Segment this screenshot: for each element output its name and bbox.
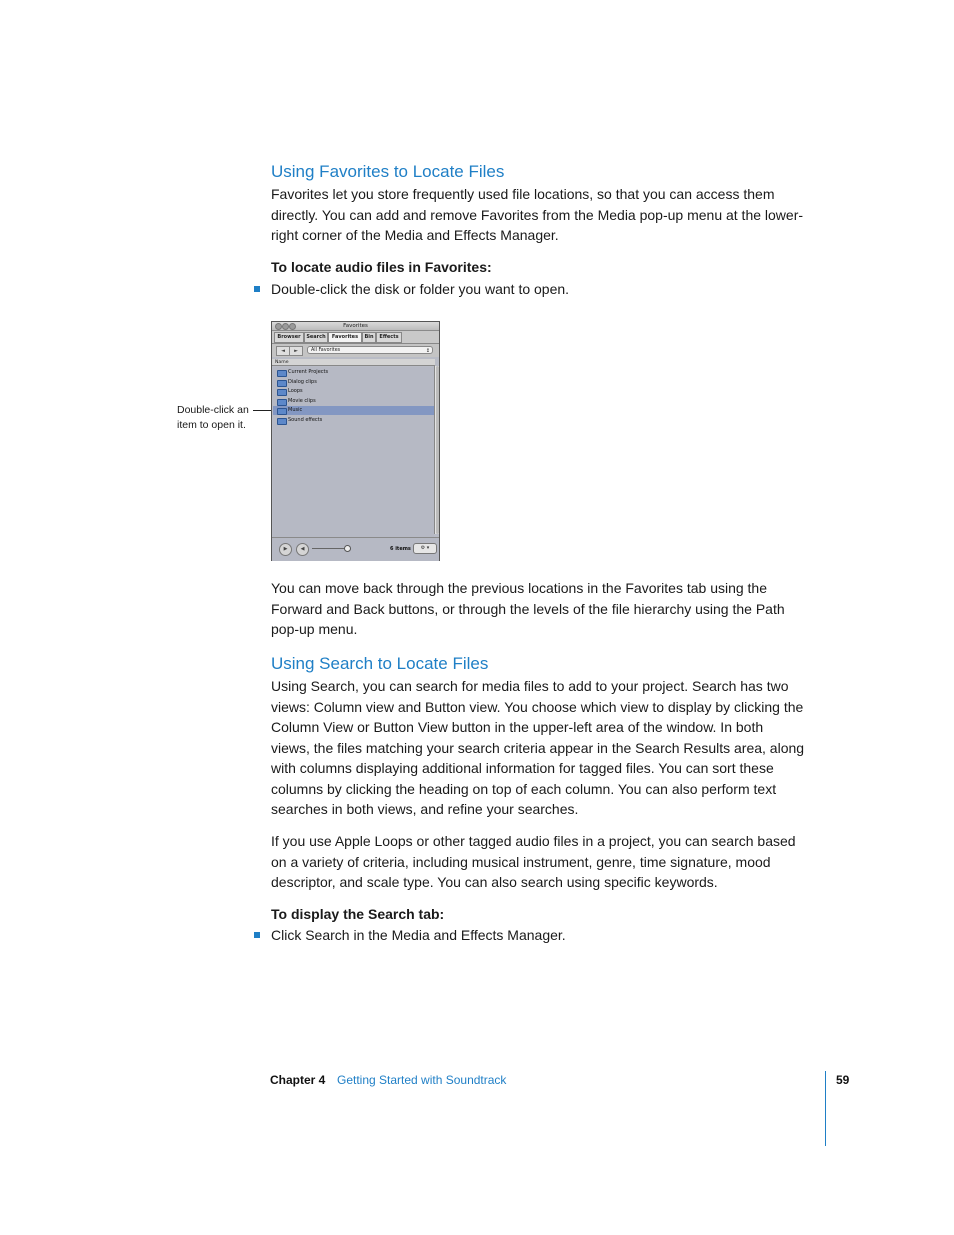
favorites-paragraph xyxy=(271,184,803,246)
list-item-label: Dialog clips xyxy=(288,378,317,385)
footer-divider xyxy=(825,1071,826,1146)
play-icon[interactable]: ▶ xyxy=(279,543,292,556)
list-item[interactable] xyxy=(273,387,434,396)
window-title: Favorites xyxy=(343,323,368,329)
section-heading-favorites: Using Favorites to Locate Files xyxy=(271,162,505,181)
list-item-label: Current Projects xyxy=(288,369,329,375)
forward-arrow-icon[interactable]: ► xyxy=(289,346,303,356)
bullet-text: Click Search in the Media and Effects Manager. xyxy=(271,927,566,943)
bullet-square-icon xyxy=(254,286,260,292)
callout-line-text: item to open it. xyxy=(177,419,246,431)
text-line: directly. You can add and remove Favorites from the Media pop-up menu at the lower- xyxy=(271,206,804,223)
bullet-square-icon xyxy=(254,932,260,938)
figure-callout xyxy=(177,403,249,433)
folder-icon xyxy=(277,399,287,406)
text-line: views, the files matching your search criteria appear in the Search Results area, along xyxy=(271,739,805,756)
scrollbar[interactable] xyxy=(434,366,439,534)
list-item-label: Loops xyxy=(288,388,303,394)
search-paragraph-1 xyxy=(271,676,804,820)
list-item[interactable] xyxy=(273,378,434,387)
item-count: 6 items xyxy=(390,546,411,552)
text-line: pop-up menu. xyxy=(271,621,358,637)
path-popup-label: All Favorites xyxy=(311,348,341,353)
favorites-list xyxy=(273,367,434,544)
list-item-label: Movie clips xyxy=(288,397,316,404)
path-popup[interactable] xyxy=(307,346,433,354)
text-line: views: Column view and Button view. You choose which view to display by clicking the xyxy=(271,698,804,715)
list-item[interactable] xyxy=(273,416,434,425)
navigation-bar xyxy=(272,344,439,357)
favorites-window-figure xyxy=(271,321,440,561)
folder-icon xyxy=(277,389,287,396)
gear-icon[interactable]: ⚙ ▾ xyxy=(413,543,437,554)
bottom-bar xyxy=(272,537,439,561)
callout-leader-line xyxy=(253,410,271,411)
text-line: columns by clicking the heading on top of each column. You can also perform text xyxy=(271,780,777,797)
text-line: You can move back through the previous locations in the Favorites tab using the xyxy=(271,580,768,596)
text-line: searches in both views, and refine your searches. xyxy=(271,801,579,817)
tab-favorites[interactable]: Favorites xyxy=(328,332,362,343)
list-item[interactable] xyxy=(273,368,434,377)
tab-bar xyxy=(272,331,439,344)
text-line: Column View or Button View button in the upper-left area of the window. In both xyxy=(271,719,764,735)
back-arrow-icon[interactable]: ◄ xyxy=(276,346,290,356)
footer-chapter: Chapter 4 xyxy=(270,1073,326,1087)
volume-slider-knob[interactable] xyxy=(344,545,351,552)
callout-line-text: Double-click an xyxy=(177,404,249,416)
text-line: Favorites let you store frequently used file locations, so that you can access them xyxy=(271,186,775,202)
text-line: right corner of the Media and Effects Manager. xyxy=(271,227,559,243)
text-line: If you use Apple Loops or other tagged audio files in a project, you can search based xyxy=(271,833,796,849)
text-line: Using Search, you can search for media files to add to your project. Search has two xyxy=(271,678,789,694)
tab-effects[interactable]: Effects xyxy=(376,332,402,343)
list-item[interactable] xyxy=(273,397,434,406)
volume-icon[interactable]: ◀ xyxy=(296,543,309,556)
list-item-label: Music xyxy=(288,407,303,413)
text-line: descriptor, and scale type. You can also search using specific keywords. xyxy=(271,874,718,890)
search-procedure-lead: To display the Search tab: xyxy=(271,906,445,922)
favorites-procedure-lead: To locate audio files in Favorites: xyxy=(271,259,492,275)
volume-slider-track[interactable] xyxy=(312,548,346,549)
list-item-label: Sound effects xyxy=(288,416,323,423)
text-line: Forward and Back buttons, or through the levels of the file hierarchy using the Path xyxy=(271,600,785,617)
column-header-name[interactable]: Name xyxy=(272,359,435,366)
window-titlebar xyxy=(272,322,439,331)
scroll-thumb[interactable] xyxy=(436,366,439,534)
page-number: 59 xyxy=(836,1073,850,1087)
text-line: with columns displaying additional information for tagged files. You can sort these xyxy=(271,760,774,776)
footer-chapter-title: Getting Started with Soundtrack xyxy=(337,1073,507,1087)
folder-icon xyxy=(277,380,287,387)
folder-icon xyxy=(277,418,287,425)
favorites-navigation-paragraph xyxy=(271,578,785,640)
folder-icon xyxy=(277,408,287,415)
list-item-selected[interactable] xyxy=(273,406,434,415)
tab-bin[interactable]: Bin xyxy=(362,332,376,343)
tab-search[interactable]: Search xyxy=(304,332,328,343)
folder-icon xyxy=(277,370,287,377)
tab-browser[interactable]: Browser xyxy=(274,332,304,343)
text-line: on a variety of criteria, including musical instrument, genre, time signature, mood xyxy=(271,853,771,870)
section-heading-search: Using Search to Locate Files xyxy=(271,654,489,673)
bullet-text: Double-click the disk or folder you want to open. xyxy=(271,281,570,297)
popup-arrows-icon: ↕ xyxy=(425,348,430,354)
search-paragraph-2 xyxy=(271,831,796,893)
